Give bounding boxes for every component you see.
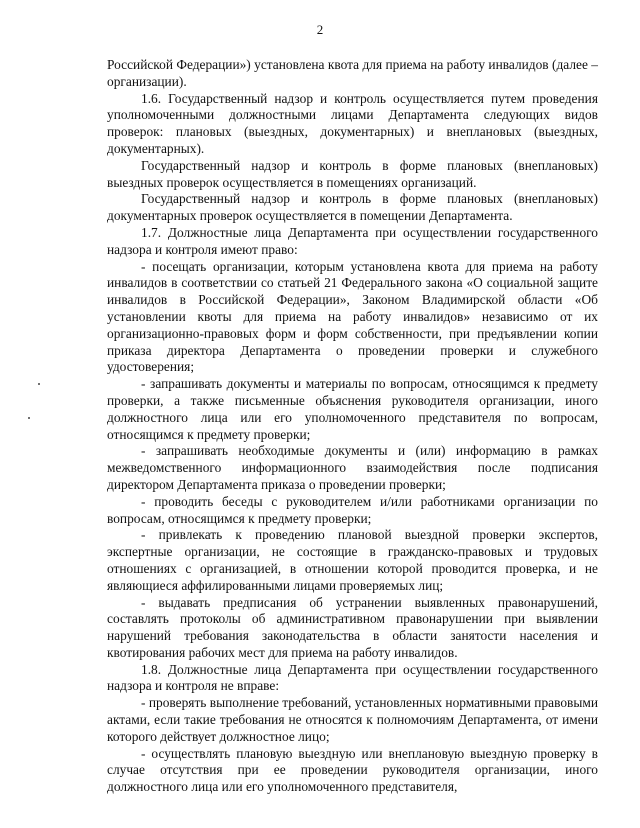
- page-number: 2: [316, 22, 324, 37]
- list-item: - проверять выполнение требований, установленных нормативными правовыми актами, если такие требования не относятся к полномочиям Департамента, от имени которого действует должностное лицо;: [107, 695, 598, 744]
- list-item: - осуществлять плановую выездную или внеплановую выездную проверку в случае отсутствия при ее проведении руководителя организации, иного должностного лица или его уполномоченного представителя,: [107, 745, 598, 795]
- paragraph: 1.8. Должностные лица Департамента при осуществлении государственного надзора и контроля не вправе:: [107, 661, 598, 694]
- scan-speck: [38, 383, 40, 385]
- list-item: - запрашивать необходимые документы и (или) информацию в рамках межведомственного информационного взаимодействия после подписания директором Департамента приказа о проведении проверки;: [107, 443, 598, 492]
- list-item: - привлекать к проведению плановой выездной проверки экспертов, экспертные организации, не состоящие в гражданско-правовых и трудовых отношениях с организацией, в отношении которой проводится проверка, и не являющиеся аффилированными лицами проверяемых лиц;: [107, 527, 598, 593]
- paragraph: 1.6. Государственный надзор и контроль осуществляется путем проведения уполномоченными должностными лицами Департамента следующих видов проверок: плановых (выездных, документарных) и внеплановых (выездных, документарных).: [107, 90, 598, 156]
- list-item: - запрашивать документы и материалы по вопросам, относящимся к предмету проверки, а также письменные объяснения руководителя организации, иного должностного лица или его уполномоченного представителя по вопросам, относящимся к предмету проверки;: [107, 376, 598, 442]
- list-item: - посещать организации, которым установлена квота для приема на работу инвалидов в соответствии со статьей 21 Федерального закона «О социальной защите инвалидов в Российской Федерации», Законом Владимирской области «Об установлении квоты для приема на работу инвалидов» независимо от их организационно-правовых форм и форм собственности, при предъявлении копии приказа директора Департамента о проведении проверки и служебного удостоверения;: [107, 258, 598, 375]
- list-item: - выдавать предписания об устранении выявленных правонарушений, составлять протоколы об административном правонарушении при выявлении нарушений требования законодательства в области занятости населения и квотирования рабочих мест для приема на работу инвалидов.: [107, 594, 598, 660]
- paragraph: Российской Федерации») установлена квота для приема на работу инвалидов (далее – организации).: [107, 57, 598, 89]
- scan-speck: [28, 417, 30, 419]
- paragraph: Государственный надзор и контроль в форме плановых (внеплановых) документарных проверок осуществляется в помещении Департамента.: [107, 191, 598, 224]
- list-item: - проводить беседы с руководителем и/или работниками организации по вопросам, относящимся к предмету проверки;: [107, 493, 598, 526]
- paragraph: Государственный надзор и контроль в форме плановых (внеплановых) выездных проверок осуществляется в помещениях организаций.: [107, 157, 598, 190]
- paragraph: 1.7. Должностные лица Департамента при осуществлении государственного надзора и контроля имеют право:: [107, 224, 598, 257]
- document-body: [107, 57, 598, 796]
